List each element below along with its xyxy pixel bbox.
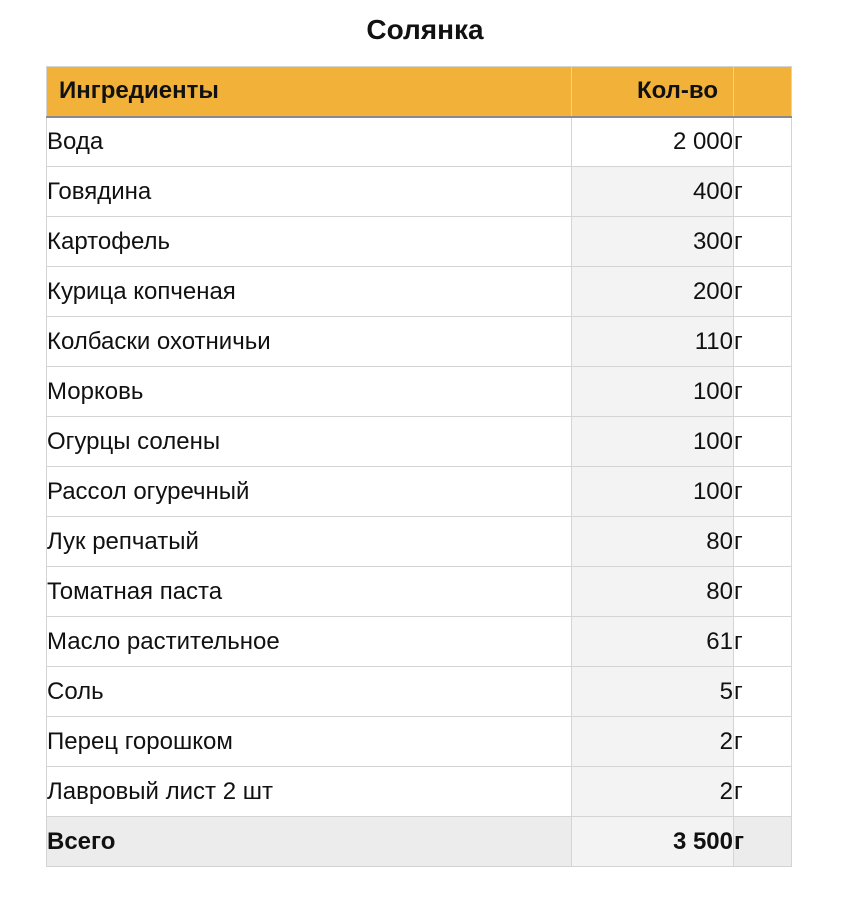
table-row: [47, 767, 792, 817]
ingredient-qty: 200: [572, 267, 734, 317]
ingredient-name: Соль: [47, 667, 572, 717]
ingredient-name: Колбаски охотничьи: [47, 317, 572, 367]
table-row: [47, 217, 792, 267]
ingredient-name: Масло растительное: [47, 617, 572, 667]
ingredient-qty: 400: [572, 167, 734, 217]
ingredient-qty: 100: [572, 467, 734, 517]
header-quantity: Кол-во: [572, 67, 734, 117]
ingredient-qty: 2 000: [572, 117, 734, 167]
table-row: [47, 317, 792, 367]
ingredient-qty: 300: [572, 217, 734, 267]
ingredient-qty: 110: [572, 317, 734, 367]
table-row: [47, 367, 792, 417]
ingredient-unit: г: [734, 417, 792, 467]
ingredient-unit: г: [734, 517, 792, 567]
ingredient-qty: 2: [572, 717, 734, 767]
table-row: [47, 417, 792, 467]
ingredient-unit: г: [734, 717, 792, 767]
ingredient-qty: 5: [572, 667, 734, 717]
ingredient-unit: г: [734, 667, 792, 717]
ingredient-name: Вода: [47, 117, 572, 167]
ingredient-name: Лавровый лист 2 шт: [47, 767, 572, 817]
table-header-row: [47, 67, 792, 117]
table-row: [47, 467, 792, 517]
ingredient-name: Картофель: [47, 217, 572, 267]
ingredient-qty: 100: [572, 367, 734, 417]
ingredient-name: Томатная паста: [47, 567, 572, 617]
ingredient-unit: г: [734, 617, 792, 667]
ingredient-qty: 80: [572, 567, 734, 617]
page-title: Солянка: [366, 14, 484, 45]
ingredient-unit: г: [734, 117, 792, 167]
ingredient-unit: г: [734, 317, 792, 367]
total-row: [47, 817, 792, 867]
ingredient-unit: г: [734, 767, 792, 817]
ingredient-qty: 2: [572, 767, 734, 817]
ingredient-name: Рассол огуречный: [47, 467, 572, 517]
header-unit: [734, 67, 792, 117]
ingredient-unit: г: [734, 467, 792, 517]
total-unit: г: [734, 817, 792, 867]
table-row: [47, 617, 792, 667]
ingredient-unit: г: [734, 367, 792, 417]
ingredient-name: Говядина: [47, 167, 572, 217]
ingredient-name: Перец горошком: [47, 717, 572, 767]
ingredients-table: [46, 66, 792, 867]
ingredient-unit: г: [734, 267, 792, 317]
header-ingredients: Ингредиенты: [47, 67, 572, 117]
ingredient-qty: 100: [572, 417, 734, 467]
table-row: [47, 267, 792, 317]
ingredient-qty: 61: [572, 617, 734, 667]
table-row: [47, 117, 792, 167]
table-row: [47, 567, 792, 617]
table-row: [47, 517, 792, 567]
ingredient-name: Огурцы солены: [47, 417, 572, 467]
table-row: [47, 717, 792, 767]
table-row: [47, 667, 792, 717]
total-qty: 3 500: [572, 817, 734, 867]
ingredient-unit: г: [734, 167, 792, 217]
ingredient-name: Морковь: [47, 367, 572, 417]
ingredient-qty: 80: [572, 517, 734, 567]
ingredient-unit: г: [734, 567, 792, 617]
ingredient-unit: г: [734, 217, 792, 267]
table-row: [47, 167, 792, 217]
ingredient-name: Лук репчатый: [47, 517, 572, 567]
ingredient-name: Курица копченая: [47, 267, 572, 317]
total-label: Всего: [47, 817, 572, 867]
